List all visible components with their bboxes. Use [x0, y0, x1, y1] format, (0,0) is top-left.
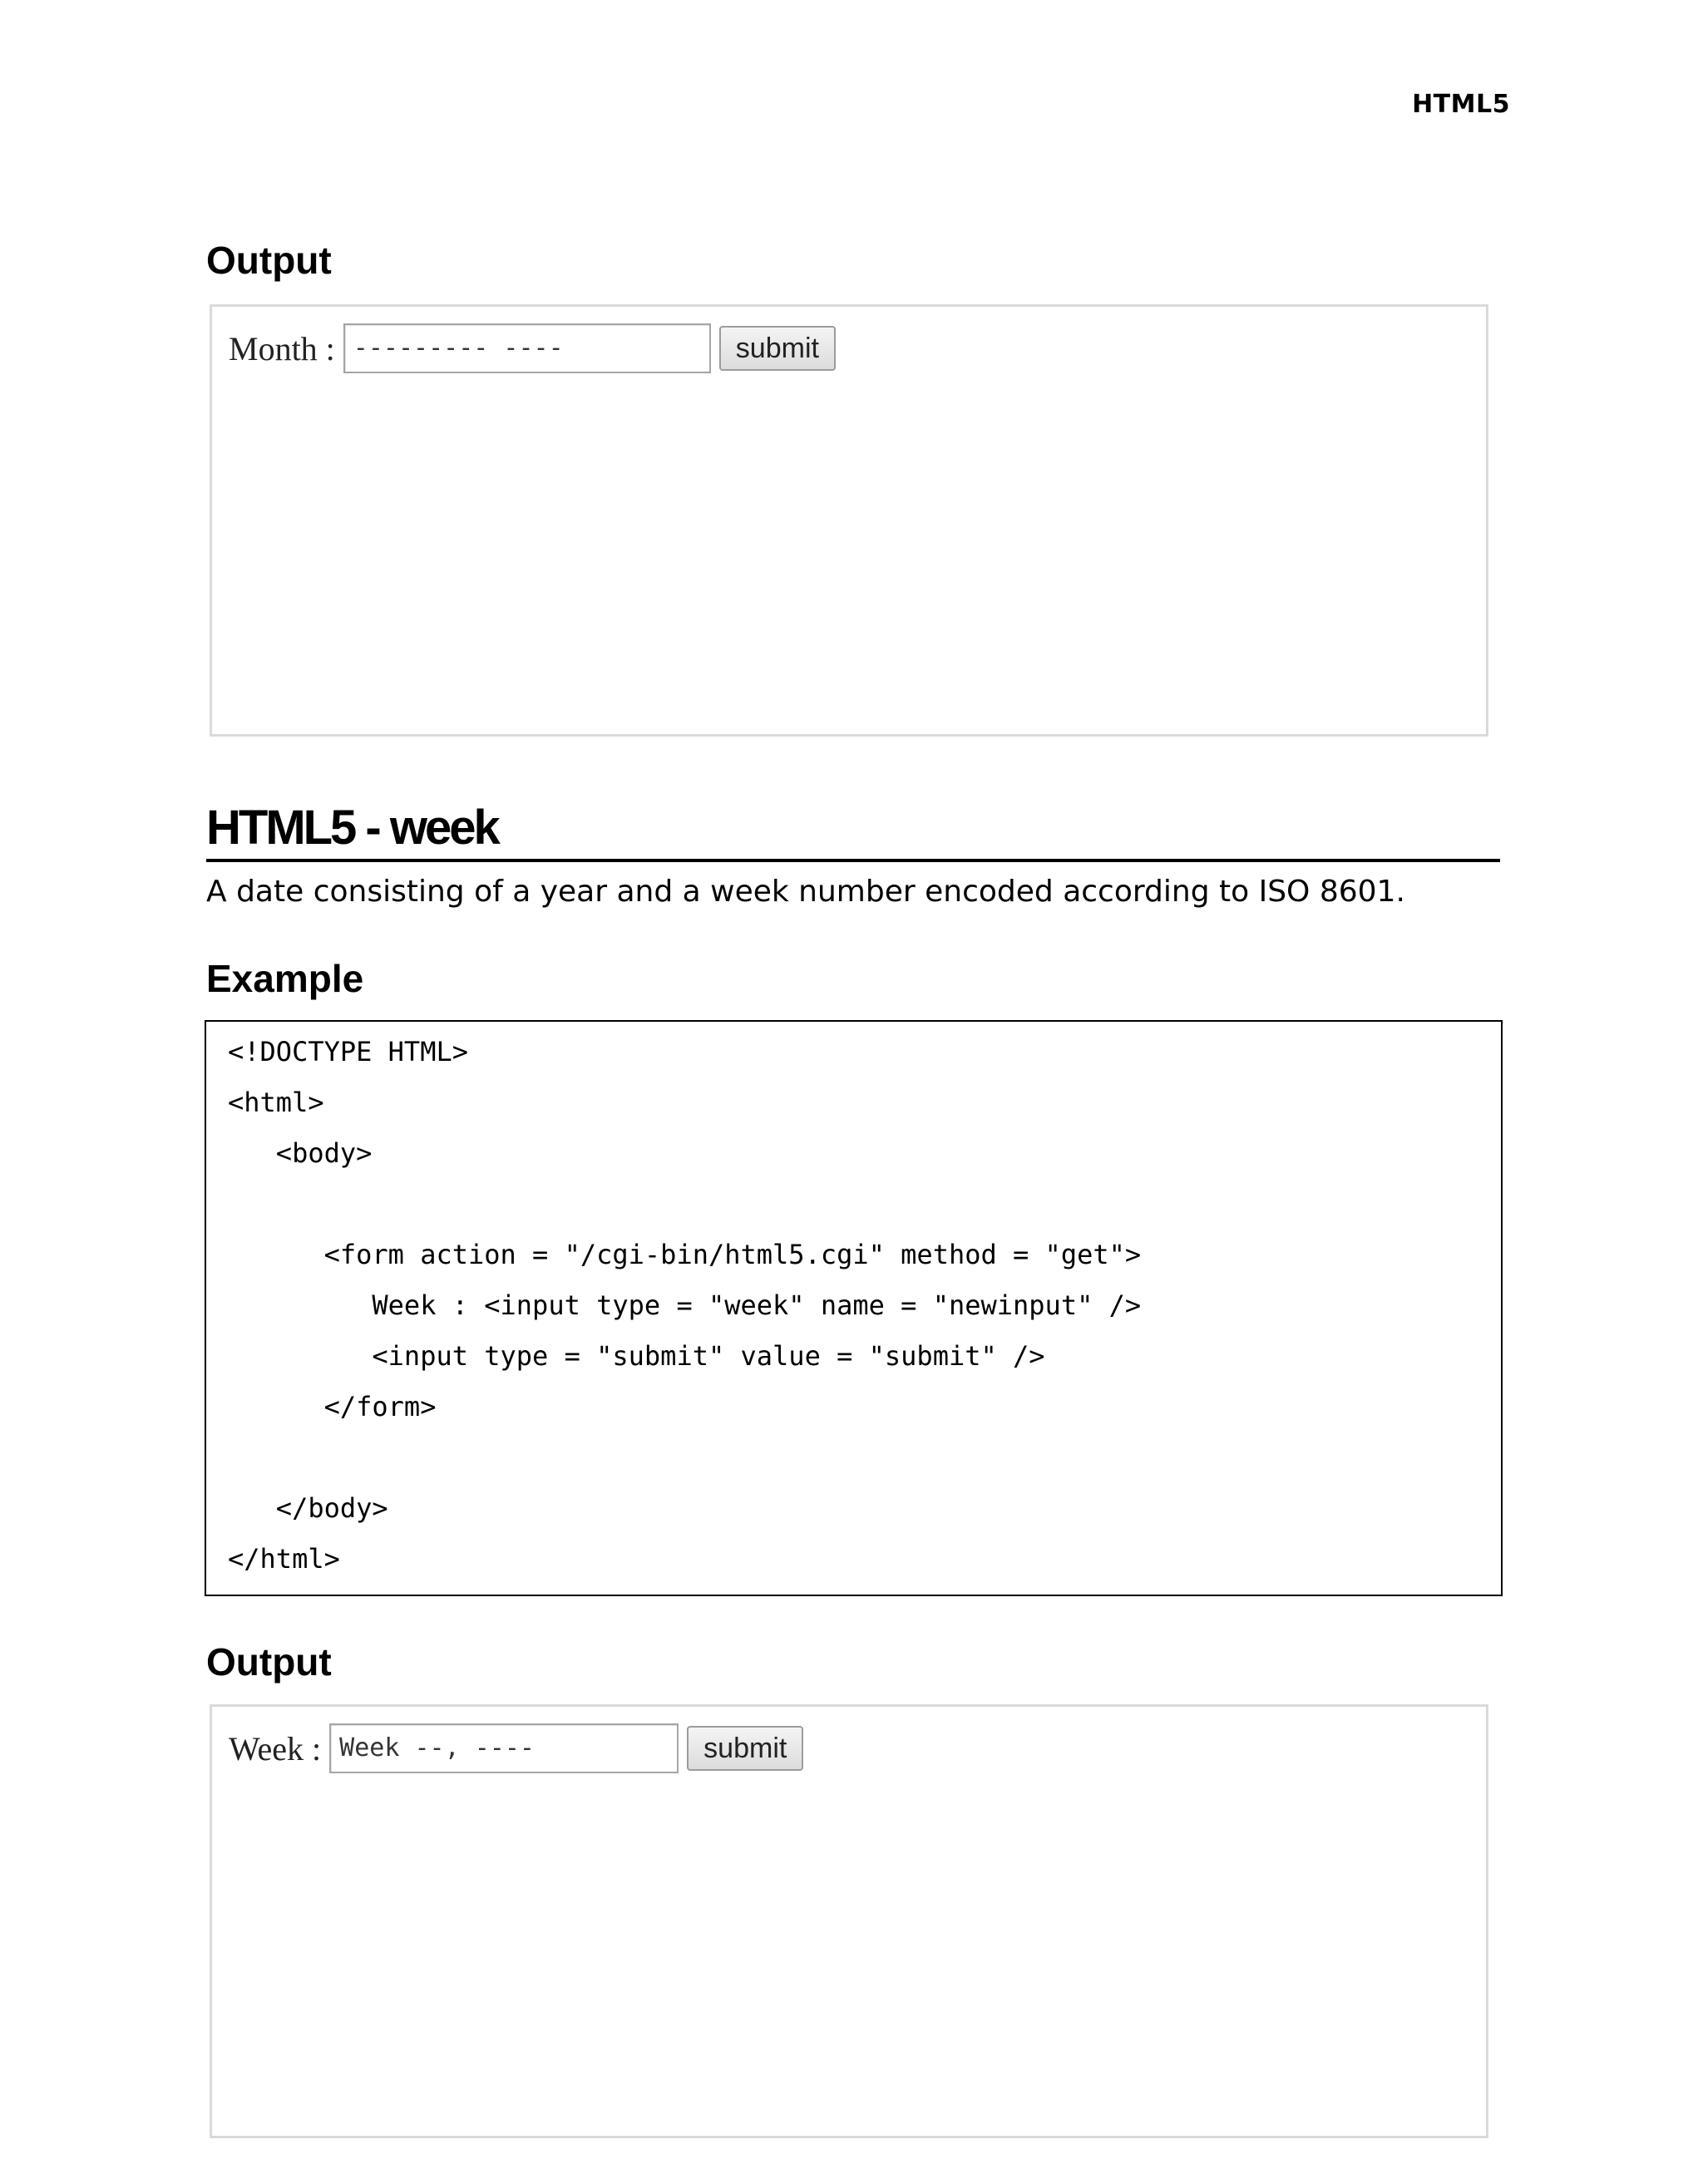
month-input[interactable]: --------- ----	[343, 323, 711, 373]
code-example	[205, 1020, 1503, 1596]
section-description: A date consisting of a year and a week number encoded according to ISO 8601.	[206, 875, 1405, 909]
month-label: Month :	[229, 329, 335, 367]
code-line: </html>	[228, 1543, 340, 1575]
week-form-row	[229, 1723, 803, 1773]
code-line: <html>	[228, 1087, 324, 1118]
week-label: Week :	[229, 1729, 322, 1767]
code-line: <form action = "/cgi-bin/html5.cgi" method = "get">	[228, 1239, 1142, 1270]
month-submit-button[interactable]: submit	[719, 326, 836, 371]
code-line: Week : <input type = "week" name = "newinput" />	[228, 1289, 1142, 1321]
week-submit-button[interactable]: submit	[687, 1726, 803, 1771]
output-frame-month	[210, 304, 1488, 737]
code-line: <!DOCTYPE HTML>	[228, 1036, 468, 1067]
output-heading-week: Output	[206, 1640, 332, 1684]
code-line: </body>	[228, 1492, 388, 1524]
running-header: HTML5	[1412, 90, 1510, 119]
code-line: </form>	[228, 1391, 437, 1422]
example-heading: Example	[206, 957, 364, 1000]
month-form-row	[229, 323, 836, 373]
output-heading-month: Output	[206, 239, 332, 282]
code-line: <input type = "submit" value = "submit" />	[228, 1340, 1045, 1372]
code-line: <body>	[228, 1137, 373, 1169]
section-title-week: HTML5 - week	[206, 800, 1500, 862]
output-frame-week	[210, 1704, 1488, 2138]
week-input[interactable]: Week --, ----	[329, 1723, 679, 1773]
